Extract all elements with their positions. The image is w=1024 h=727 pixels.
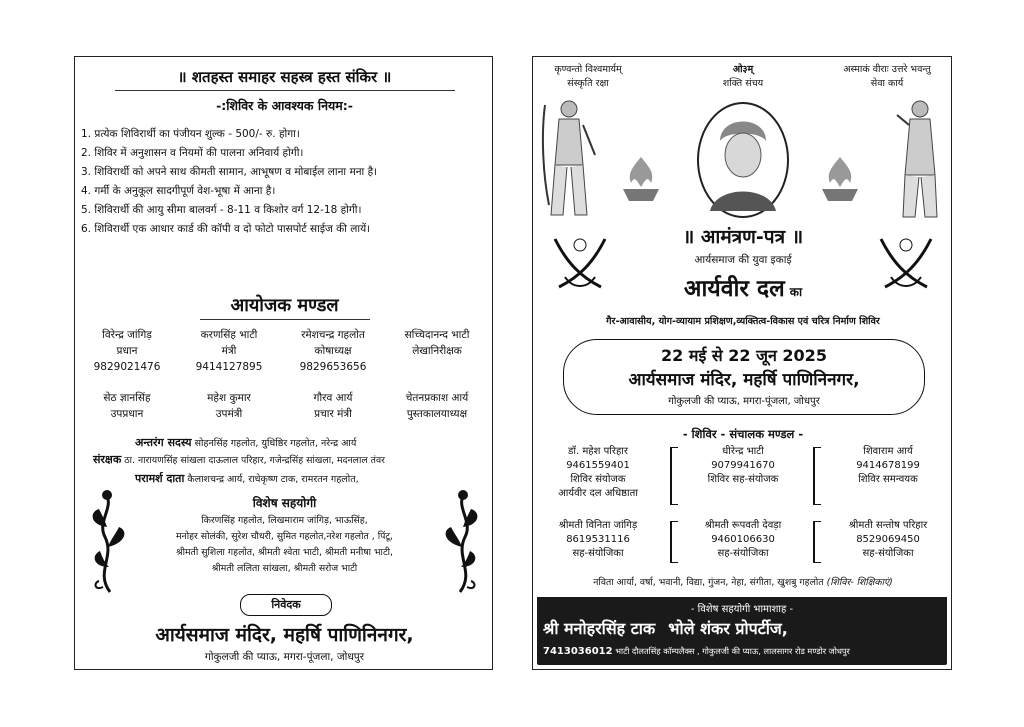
dal-name: आर्यवीर दल xyxy=(683,276,785,302)
deity-figure-left-icon xyxy=(539,95,599,217)
special-line: श्रीमती सुशिला गहलोत, श्रीमती श्वेता भाटी, श्रीमती मनीषा भाटी, xyxy=(176,547,393,558)
member-role: उपमंत्री xyxy=(215,408,243,420)
rules-title: -:शिविर के आवश्यक नियम:- xyxy=(216,98,353,113)
left-panel xyxy=(74,56,493,670)
member xyxy=(283,390,383,422)
organizer xyxy=(828,445,948,487)
member-name: विरेन्द्र जांगिड़ xyxy=(102,329,152,341)
motto-subtext: सेवा कार्य xyxy=(870,78,904,89)
member xyxy=(77,390,177,422)
organizer xyxy=(683,445,803,487)
divider xyxy=(200,319,370,320)
organizer-role: शिविर समन्वयक xyxy=(858,474,918,485)
organizer-phone: 9414678199 xyxy=(856,460,920,471)
venue-name: आर्यसमाज मंदिर, महर्षि पाणिनिनगर, xyxy=(628,370,860,390)
member xyxy=(77,327,177,375)
member-name: सच्चिदानन्द भाटी xyxy=(404,329,470,341)
organizer-phone: 8619531116 xyxy=(566,534,630,545)
member-role: उपप्रधान xyxy=(110,408,144,420)
motto-subtext: शक्ति संचय xyxy=(722,78,764,89)
camp-description: गैर-आवासीय, योग-व्यायाम प्रशिक्षण,व्यक्तित्व-विकास एवं चरित्र निर्माण शिविर xyxy=(606,316,880,327)
organizer-name: श्रीमती सन्तोष परिहार xyxy=(848,520,928,531)
divider xyxy=(670,521,678,563)
organizer-extra: आर्यवीर दल अधिष्ठाता xyxy=(558,488,638,499)
organizer xyxy=(538,519,658,561)
organizer-role: शिविर सह-संयोजक xyxy=(707,474,779,485)
sponsor-contact xyxy=(543,646,947,657)
org-address: गोकुलजी की प्याऊ, मगरा-पूंजला, जोधपुर xyxy=(204,651,365,663)
invite-title: ॥ आमंत्रण-पत्र ॥ xyxy=(682,226,804,248)
member-role: कोषाध्यक्ष xyxy=(314,345,352,357)
advisor-line xyxy=(135,471,490,486)
organizer-role: शिविर संयोजक xyxy=(570,474,626,485)
inner-members-line xyxy=(135,435,490,450)
member-role: मंत्री xyxy=(221,345,237,357)
special-title: विशेष सहयोगी xyxy=(252,496,317,510)
member-name: करणसिंह भाटी xyxy=(200,329,258,341)
shloka: ॥ शतहस्त समाहर सहस्त्र हस्त संकिर ॥ xyxy=(177,68,392,86)
organizer-phone: 8529069450 xyxy=(856,534,920,545)
motto-text: ओ३म् xyxy=(732,64,754,75)
inner-label: अन्तरंग सदस्य xyxy=(135,436,192,449)
divider xyxy=(670,447,678,505)
rule-item: 6. शिविरार्थी एक आधार कार्ड की कॉपी व दो फोटो पासपोर्ट साईज की लायें। xyxy=(81,223,371,235)
volunteers-tag: (शिविर- शिक्षिकाएं) xyxy=(826,577,893,588)
submitter-badge: निवेदक xyxy=(240,594,332,616)
member-name: चेतनप्रकाश आर्य xyxy=(405,392,469,404)
organizer-role: सह-संयोजिका xyxy=(572,548,624,559)
rule-item: 1. प्रत्येक शिविरार्थी का पंजीयन शुल्क - 500/- रु. होगा। xyxy=(81,128,300,140)
advisor-label: परामर्श दाता xyxy=(135,472,185,485)
member-role: प्रधान xyxy=(116,345,138,357)
organizer-name: श्रीमती रूपवती देवड़ा xyxy=(704,520,782,531)
sponsor-address: भाटी दौलतसिंह कॉम्पलैक्स , गोकुलजी की प्याऊ, लालसागर रोड मण्डोर जोधपुर xyxy=(615,646,850,656)
motto-center xyxy=(693,63,793,91)
venue-box xyxy=(563,339,925,415)
sponsor-name: श्री मनोहरसिंह टाक xyxy=(543,619,656,638)
motto-right xyxy=(823,63,951,91)
volunteer-names: नविता आर्या, वर्षा, भवानी, विद्या, गुंजन, नेहा, संगीता, खुशबु गहलोत xyxy=(593,577,824,588)
motto-subtext: संस्कृति रक्षा xyxy=(567,78,609,89)
member-name: सेठ ज्ञानसिंह xyxy=(103,392,151,404)
rules-list xyxy=(75,125,490,239)
member-role: पुस्तकालयाध्यक्ष xyxy=(406,408,468,420)
camp-dates: 22 मई से 22 जून 2025 xyxy=(661,346,827,365)
special-line: श्रीमती ललिता सांखला, श्रीमती सरोज भाटी xyxy=(211,563,358,574)
organizer xyxy=(828,519,948,561)
sponsor-band xyxy=(537,597,947,665)
dal-suffix: का xyxy=(789,285,803,299)
organizer-name: डॉ. महेश परिहार xyxy=(568,446,628,457)
organizer xyxy=(683,519,803,561)
sponsor-phone: 7413036012 xyxy=(543,646,613,657)
organizers-title: - शिविर - संचालक मण्डल - xyxy=(682,427,804,441)
member-role: प्रचार मंत्री xyxy=(314,408,352,420)
member-phone: 9829021476 xyxy=(93,361,161,373)
member-phone: 9414127895 xyxy=(195,361,263,373)
sponsor-heading xyxy=(543,617,943,639)
organizer-role: सह-संयोजिका xyxy=(862,548,914,559)
advisor-names: कैलाशचन्द्र आर्य, राधेकृष्ण टाक, रामरतन गहलोत, xyxy=(187,474,359,485)
organizer-phone: 9461559401 xyxy=(566,460,630,471)
organizer-name: श्रीमती विनिता जांगिड़ xyxy=(558,520,638,531)
sponsor-firm: भोले शंकर प्रोपर्टीज, xyxy=(668,619,788,638)
divider xyxy=(115,90,455,91)
member xyxy=(179,390,279,422)
sponsor-label: - विशेष सहयोगी भामाशाह - xyxy=(690,604,794,615)
inner-names: सोहनसिंह गहलोत, युधिष्ठिर गहलोत, नरेन्द्र आर्य xyxy=(194,438,357,449)
dal-heading xyxy=(533,271,953,303)
member xyxy=(283,327,383,375)
patron-line xyxy=(93,452,493,467)
motto-text: अस्माकं वीराः उत्तरे भवन्तु xyxy=(843,64,931,75)
member-phone: 9829653656 xyxy=(299,361,367,373)
rule-item: 4. गर्मी के अनुकूल सादगीपूर्ण वेश-भूषा में आना है। xyxy=(81,185,276,197)
special-line: मनोहर सोलंकी, सुरेश चौधरी, सुमित गहलोत,नरेश गहलोत , पिंटू, xyxy=(175,531,394,542)
member-role: लेखानिरीक्षक xyxy=(412,345,462,357)
youth-unit: आर्यसमाज की युवा इकाई xyxy=(694,254,792,266)
divider xyxy=(813,521,821,563)
member-name: रमेशचन्द्र गहलोत xyxy=(301,329,365,341)
motto-text: कृण्वन्तो विश्वमार्यम् xyxy=(554,64,622,75)
member-name: गौरव आर्य xyxy=(313,392,353,404)
organizer-phone: 9079941670 xyxy=(711,460,775,471)
motto-left xyxy=(533,63,643,91)
member xyxy=(387,327,487,359)
committee-title: आयोजक मण्डल xyxy=(230,295,339,316)
rule-item: 2. शिविर में अनुशासन व नियमों की पालना अनिवार्य होगी। xyxy=(81,147,304,159)
organizer-name: शिवाराम आर्य xyxy=(863,446,913,457)
member xyxy=(387,390,487,422)
deity-figure-right-icon xyxy=(893,95,947,221)
organizer-role: सह-संयोजिका xyxy=(717,548,769,559)
venue-address: गोकुलजी की प्याऊ, मगरा-पूंजला, जोधपुर xyxy=(668,396,820,407)
havan-kund-icon xyxy=(619,153,663,203)
organizer-name: धीरेन्द्र भाटी xyxy=(722,446,764,457)
havan-kund-icon xyxy=(818,153,862,203)
rule-item: 5. शिविरार्थी की आयु सीमा बालवर्ग - 8-11 व किशोर वर्ग 12-18 होगी। xyxy=(81,204,362,216)
organizer xyxy=(538,445,658,501)
divider xyxy=(813,447,821,505)
volunteers-line xyxy=(533,575,953,588)
special-list xyxy=(125,513,444,577)
right-panel xyxy=(532,56,952,670)
rule-item: 3. शिविरार्थी को अपने साथ कीमती सामान, आभूषण व मोबाईल लाना मना है। xyxy=(81,166,378,178)
special-line: किरणसिंह गहलोत, लिखमाराम जांगिड़, भाऊसिंह, xyxy=(201,515,368,526)
org-name: आर्यसमाज मंदिर, महर्षि पाणिनिनगर, xyxy=(155,624,414,646)
patron-names: ठा. नारायणसिंह सांखला दाऊलाल परिहार, गजेन्द्रसिंह सांखला, मदनलाल तंवर xyxy=(124,455,385,466)
member xyxy=(179,327,279,375)
member-name: महेश कुमार xyxy=(207,392,251,404)
portrait-icon xyxy=(696,101,790,219)
patron-label: संरक्षक xyxy=(93,453,122,466)
organizer-phone: 9460106630 xyxy=(711,534,775,545)
